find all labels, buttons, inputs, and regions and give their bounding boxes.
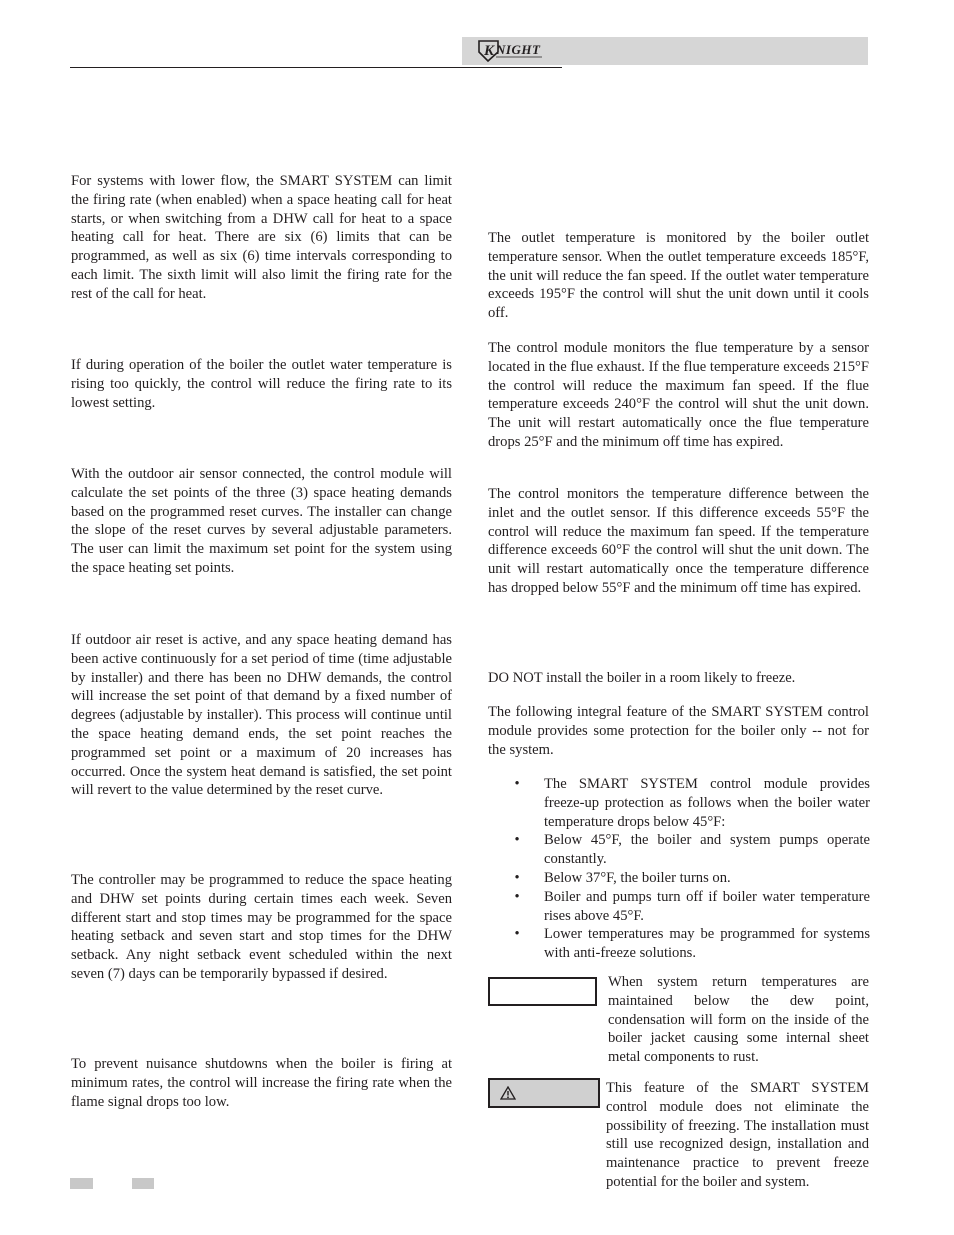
warning-label-box bbox=[488, 1078, 600, 1108]
bullet-marker: • bbox=[514, 869, 520, 886]
delta-t-paragraph: The control monitors the temperature difference between the inlet and the outlet sensor. If this difference exceeds 55°F the control will reduce the maximum fan speed. If the temperature difference exceeds 60°F the control will shut the unit down. The unit will restart automatically once the temperature difference has dropped below 55°F and the minimum off time has expired. bbox=[488, 486, 869, 596]
svg-text:K: K bbox=[484, 43, 495, 59]
ramp-delay-paragraph: If during operation of the boiler the outlet water temperature is rising too quickly, the control will reduce the firing rate to its lowest setting. bbox=[71, 357, 452, 411]
bullet-marker: • bbox=[514, 776, 520, 792]
list-item: • Lower temperatures may be programmed for systems with anti-freeze solutions. bbox=[512, 925, 870, 963]
flame-current-paragraph: To prevent nuisance shutdowns when the boiler is firing at minimum rates, the control will increase the firing rate when the flame signal drops too low. bbox=[71, 1056, 452, 1110]
footer-page-block bbox=[70, 1178, 93, 1189]
bullet-marker: • bbox=[514, 832, 520, 849]
notice-text: When system return temperatures are maintained below the dew point, condensation will form on the inside of the boiler jacket causing some internal sheet metal components to rust. bbox=[608, 974, 869, 1066]
header-rule bbox=[70, 67, 562, 68]
svg-text:NIGHT: NIGHT bbox=[496, 42, 541, 57]
bullet-marker: • bbox=[514, 888, 520, 905]
bullet-marker: • bbox=[514, 926, 520, 943]
list-item: • Below 37°F, the boiler turns on. bbox=[512, 869, 870, 888]
knight-logo bbox=[476, 38, 556, 64]
warning-text: This feature of the SMART SYSTEM control module does not eliminate the possibility of freezing. The installation must still use recognized design, installation and maintenance practice to prevent freeze potential for the boiler and system. bbox=[606, 1080, 869, 1190]
list-item: • Below 45°F, the boiler and system pumps operate constantly. bbox=[512, 831, 870, 869]
notice-label-box bbox=[488, 977, 597, 1006]
night-setback-paragraph: The controller may be programmed to reduce the space heating and DHW set points during certain times each week. Seven different start and stop times may be programmed for the space heating setback and seven start and stop times for the DHW setback. Any night setback event scheduled within the next seven (7) days can be temporarily bypassed if desired. bbox=[71, 872, 452, 982]
freeze-protection-list bbox=[512, 775, 870, 963]
freeze-feature-intro: The following integral feature of the SMART SYSTEM control module provides some protection for the boiler only -- not for the system. bbox=[488, 704, 869, 758]
outdoor-reset-paragraph: With the outdoor air sensor connected, the control module will calculate the set points of the three (3) space heating demands based on the programmed reset curves. The installer can change the slope of the reset curves by several adjustable parameters. The user can limit the maximum set point for the system using the space heating set points. bbox=[71, 466, 452, 576]
list-item: • Boiler and pumps turn off if boiler water temperature rises above 45°F. bbox=[512, 888, 870, 926]
footer-page-block bbox=[132, 1178, 154, 1189]
warning-triangle-icon bbox=[500, 1086, 516, 1100]
freeze-warning-line: DO NOT install the boiler in a room likely to freeze. bbox=[488, 670, 796, 686]
list-item: • The SMART SYSTEM control module provides freeze-up protection as follows when the boiler water temperature drops below 45°F: bbox=[512, 775, 870, 831]
boost-paragraph: If outdoor air reset is active, and any space heating demand has been active continuously for a set period of time (time adjustable by installer) and there has been no DHW demands, the control will increase the set point of that demand by a fixed number of degrees (adjustable by installer). This process will continue until the space heating demand ends, the set point reaches the programmed set point or a maximum of 20 increases has occurred. Once the system heat demand is satisfied, the set point will revert to the value determined by the reset curve. bbox=[71, 632, 452, 799]
flue-temp-paragraph: The control module monitors the flue temperature by a sensor located in the flue exhaust. If the flue temperature exceeds 215°F the control will reduce the maximum fan speed. If the flue temperature exceeds 240°F the control will shut the unit down. The unit will restart automatically once the flue temperature drops 25°F and the minimum off time has expired. bbox=[488, 340, 869, 450]
flow-limit-paragraph: For systems with lower flow, the SMART SYSTEM can limit the firing rate (when enabled) when a space heating call for heat starts, or when switching from a DHW call for heat to a space heating call for heat. There are six (6) limits that can be programmed, as well as six (6) time intervals corresponding to each limit. The sixth limit will also limit the firing rate for the rest of the call for heat. bbox=[71, 173, 452, 302]
outlet-temp-paragraph: The outlet temperature is monitored by the boiler outlet temperature sensor. When the outlet temperature exceeds 185°F, the unit will reduce the fan speed. If the outlet water temperature exceeds 195°F the control will shut the unit down until it cools off. bbox=[488, 230, 869, 322]
